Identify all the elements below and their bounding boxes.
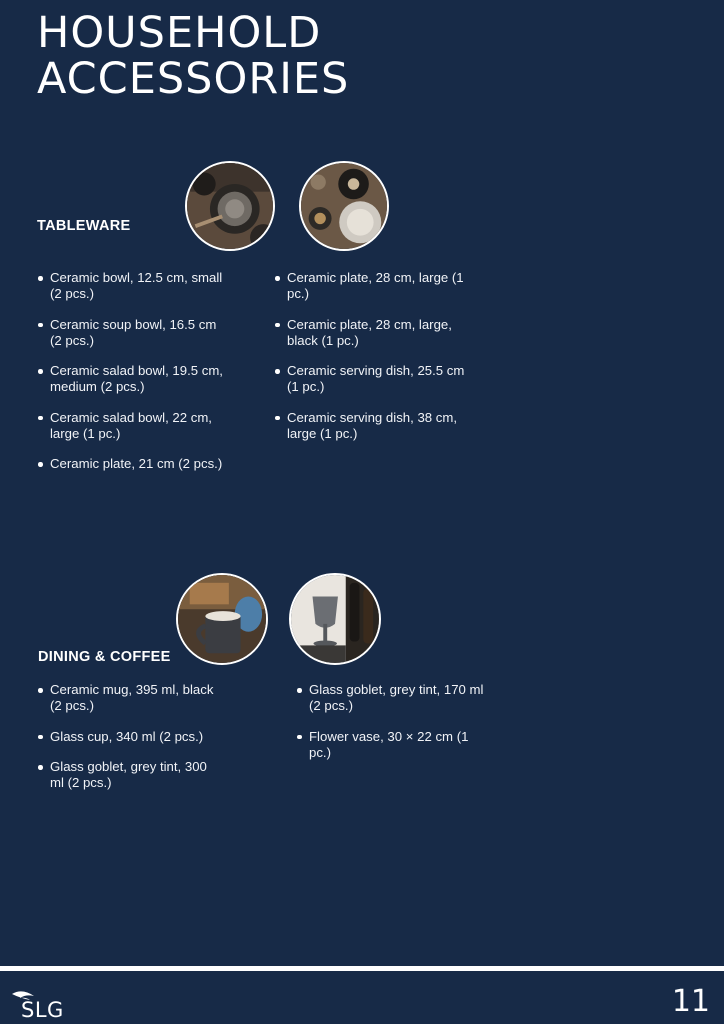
list-item: Ceramic mug, 395 ml, black (2 pcs.) [36,682,221,714]
list-item: Ceramic serving dish, 25.5 cm (1 pc.) [273,363,468,395]
tableware-list-right [273,270,468,456]
tableware-heading: TABLEWARE [37,218,131,234]
title-line-2: ACCESSORIES [37,54,350,104]
list-item: Glass goblet, grey tint, 300 ml (2 pcs.) [36,759,221,791]
dining-list-left [36,682,221,806]
mug-photo [176,573,268,665]
page-number: 11 [671,984,710,1019]
list-item: Flower vase, 30 × 22 cm (1 pc.) [295,729,490,761]
list-item: Ceramic bowl, 12.5 cm, small (2 pcs.) [36,270,226,302]
list-item: Ceramic serving dish, 38 cm, large (1 pc.) [273,410,468,442]
goblet-photo [289,573,381,665]
list-item: Ceramic plate, 21 cm (2 pcs.) [36,456,226,472]
bowls-photo [185,161,275,251]
list-item: Glass goblet, grey tint, 170 ml (2 pcs.) [295,682,490,714]
list-item: Glass cup, 340 ml (2 pcs.) [36,729,221,745]
slg-logo [10,988,80,1022]
list-item: Ceramic salad bowl, 22 cm, large (1 pc.) [36,410,226,442]
logo-text: SLG [21,998,64,1022]
dining-heading: DINING & COFFEE [38,649,171,665]
tableware-list-left [36,270,226,487]
list-item: Ceramic salad bowl, 19.5 cm, medium (2 pcs.) [36,363,226,395]
plates-photo [299,161,389,251]
footer-divider [0,966,724,971]
page-title [37,10,557,102]
title-line-1: HOUSEHOLD [37,8,322,58]
dining-list-right [295,682,490,775]
list-item: Ceramic soup bowl, 16.5 cm (2 pcs.) [36,317,226,349]
list-item: Ceramic plate, 28 cm, large (1 pc.) [273,270,468,302]
list-item: Ceramic plate, 28 cm, large, black (1 pc.) [273,317,468,349]
